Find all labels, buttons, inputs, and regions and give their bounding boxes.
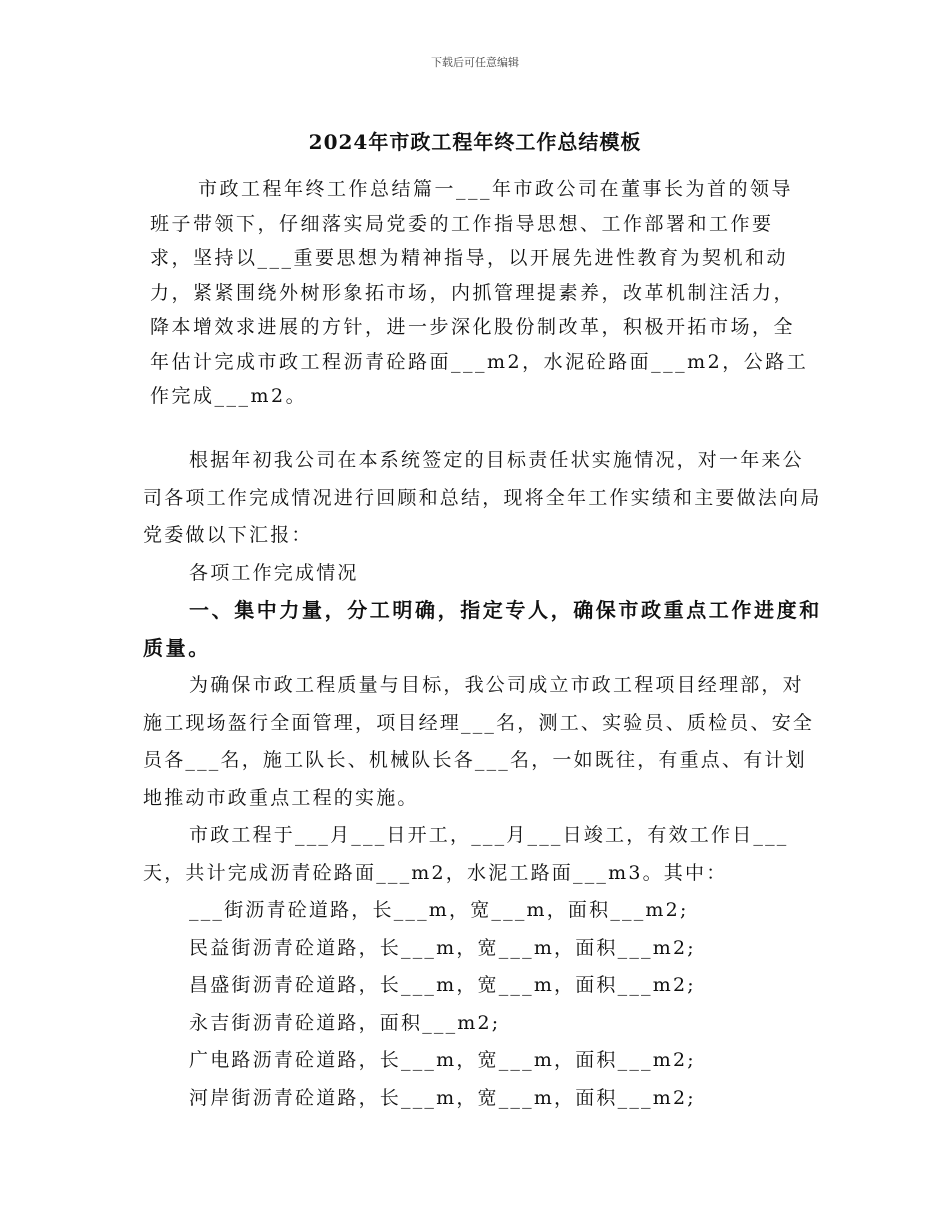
document-body — [143, 442, 823, 1117]
intro-paragraph — [150, 172, 810, 414]
list-item-road: 永吉街沥青砼道路，面积___m2; — [189, 1011, 501, 1034]
list-item-road: 民益街沥青砼道路，长___m，宽___m，面积___m2; — [189, 936, 696, 959]
section-heading-1: 一、集中力量，分工明确，指定专人，确保市政重点工作进度和质量。 — [143, 598, 822, 660]
paragraph-overview: 根据年初我公司在本系统签定的目标责任状实施情况，对一年来公司各项工作完成情况进行回顾和总结，现将全年工作实绩和主要做法向局党委做以下汇报： — [143, 449, 822, 546]
paragraph-section-label: 各项工作完成情况 — [189, 561, 359, 584]
page-header-note: 下载后可任意编辑 — [431, 56, 519, 69]
list-item-road: 河岸街沥青砼道路，长___m，宽___m，面积___m2; — [189, 1086, 696, 1109]
document-title: 2024年市政工程年终工作总结模板 — [308, 130, 642, 154]
list-item-road: 昌盛街沥青砼道路，长___m，宽___m，面积___m2; — [189, 974, 696, 996]
list-item-road: ___街沥青砼道路，长___m，宽___m，面积___m2; — [189, 899, 689, 921]
paragraph-schedule: 市政工程于___月___日开工，___月___日竣工，有效工作日___天，共计完成沥青砼路面___m2，水泥工路面___m3。其中： — [143, 824, 789, 884]
intro-text: 市政工程年终工作总结篇一___年市政公司在董事长为首的领导班子带领下，仔细落实局党委的工作指导思想、工作部署和工作要求，坚持以___重要思想为精神指导，以开展先进性教育为契机和动力，紧紧围绕外树形象拓市场，内抓管理提素养，改革机制注活力，降本增效求进展的方针，进一步深化股份制改革，积极开拓市场，全年估计完成市政工程沥青砼路面___m2，水泥砼路面___m2，公路工作完成___m2。 — [150, 178, 809, 407]
paragraph-project-team: 为确保市政工程质量与目标，我公司成立市政工程项目经理部，对施工现场盔行全面管理，项目经理___名，测工、实验员、质检员、安全员各___名，施工队长、机械队长各___名，一如既往，有重点、有计划地推动市政重点工程的实施。 — [143, 674, 815, 809]
list-item-road: 广电路沥青砼道路，长___m，宽___m，面积___m2; — [189, 1049, 696, 1071]
